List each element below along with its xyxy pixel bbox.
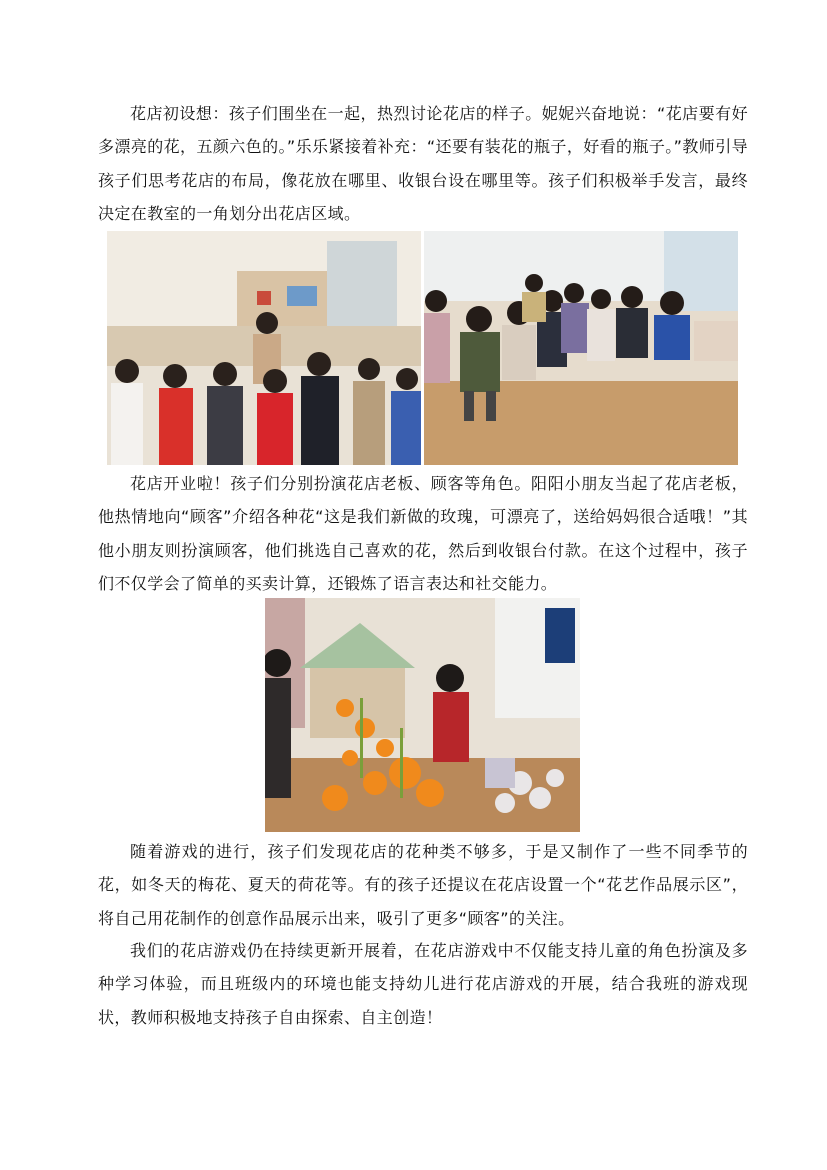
photo-children-group-left xyxy=(107,231,421,465)
paragraph-2: 花店开业啦！孩子们分别扮演花店老板、顾客等角色。阳阳小朋友当起了花店老板，他热情地向“顾客”介绍各种花“这是我们新做的玫瑰，可漂亮了，送给妈妈很合适哦！”其他小朋友则扮演顾客，他们挑选自己喜欢的花，然后到收银台付款。在这个过程中，孩子们不仅学会了简单的买卖计算，还锻炼了语言表达和社交能力。 xyxy=(98,474,748,593)
paragraph-4: 我们的花店游戏仍在持续更新开展着，在花店游戏中不仅能支持儿童的角色扮演及多种学习体验，而且班级内的环境也能支持幼儿进行花店游戏的开展，结合我班的游戏现状，教师积极地支持孩子自由探索、自主创造！ xyxy=(98,941,748,1027)
paragraph-3: 随着游戏的进行，孩子们发现花店的花种类不够多，于是又制作了一些不同季节的花，如冬天的梅花、夏天的荷花等。有的孩子还提议在花店设置一个“花艺作品展示区”，将自己用花制作的创意作品展示出来，吸引了更多“顾客”的关注。 xyxy=(98,842,748,928)
photo-flower-shop-play xyxy=(265,598,580,832)
photo-children-seated-right xyxy=(424,231,738,465)
paragraph-1: 花店初设想：孩子们围坐在一起，热烈讨论花店的样子。妮妮兴奋地说：“花店要有好多漂亮的花，五颜六色的。”乐乐紧接着补充：“还要有装花的瓶子，好看的瓶子。”教师引导孩子们思考花店的布局，像花放在哪里、收银台设在哪里等。孩子们积极举手发言，最终决定在教室的一角划分出花店区域。 xyxy=(98,104,748,223)
